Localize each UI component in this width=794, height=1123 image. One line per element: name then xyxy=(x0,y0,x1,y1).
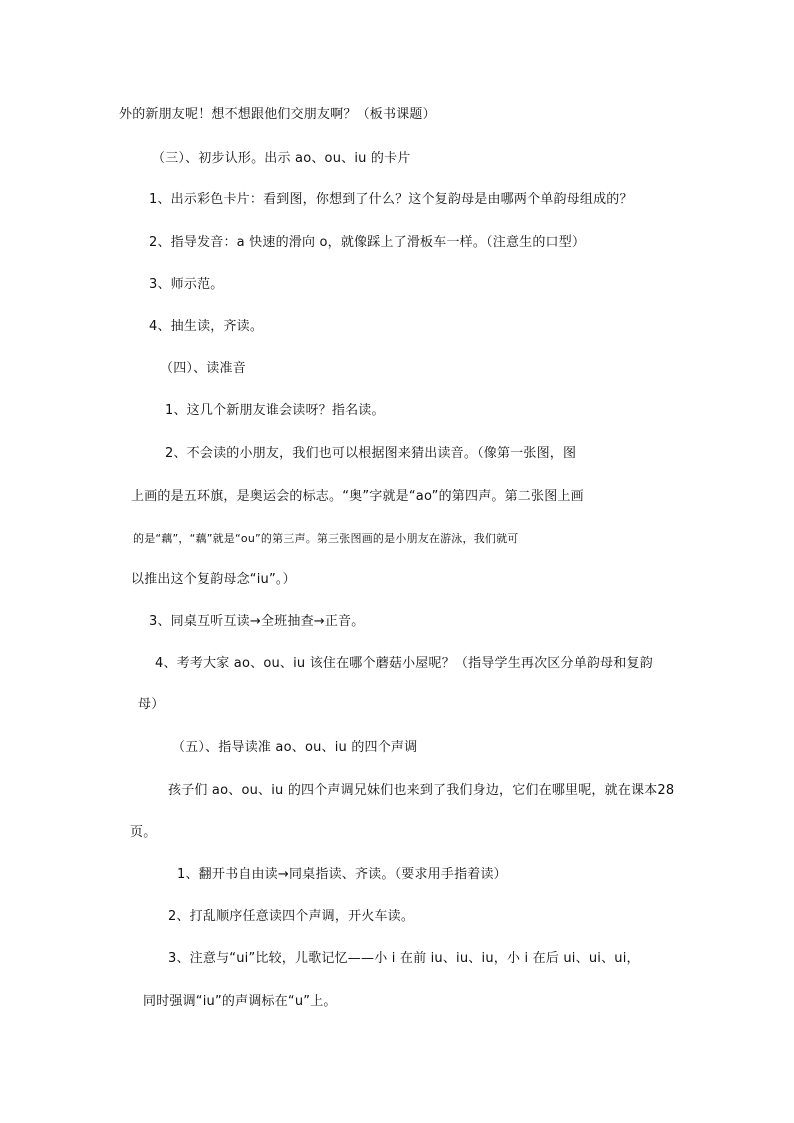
text-line-12: 以推出这个复韵母念“iu”。） xyxy=(131,572,296,587)
text-line-10: 上画的是五环旗，是奥运会的标志。“奥”字就是“ao”的第四声。第二张图上画 xyxy=(131,489,584,504)
section-heading-4: （四）、读准音 xyxy=(160,361,246,376)
text-line-5: 3、师示范。 xyxy=(149,277,224,292)
text-line-21: 3、注意与“ui”比较，儿歌记忆——小 i 在前 iu、iu、iu，小 i 在后 ui、ui、ui， xyxy=(168,951,640,966)
text-line-19: 1、翻开书自由读→同桌指读、齐读。（要求用手指着读） xyxy=(177,867,507,882)
text-line-18: 页。 xyxy=(130,825,157,840)
text-line-3: 1、出示彩色卡片：看到图，你想到了什么？这个复韵母是由哪两个单韵母组成的？ xyxy=(149,192,633,207)
text-line-1: 外的新朋友呢！想不想跟他们交朋友啊？（板书课题） xyxy=(119,107,436,122)
text-line-6: 4、抽生读，齐读。 xyxy=(149,319,264,334)
text-line-15: 母） xyxy=(138,697,165,712)
text-line-11: 的是“藕”，“藕”就是“ou”的第三声。第三张图画的是小朋友在游泳，我们就可 xyxy=(133,532,519,545)
text-line-8: 1、这几个新朋友谁会读呀？指名读。 xyxy=(165,403,385,418)
text-line-13: 3、同桌互听互读→全班抽查→正音。 xyxy=(149,614,365,629)
section-heading-3: （三）、初步认形。出示 ao、ou、iu 的卡片 xyxy=(152,151,411,166)
text-line-22: 同时强调“iu”的声调标在“u”上。 xyxy=(143,994,337,1009)
text-line-4: 2、指导发音：a 快速的滑向 o，就像踩上了滑板车一样。（注意生的口型） xyxy=(149,235,586,250)
section-heading-5: （五）、指导读准 ao、ou、iu 的四个声调 xyxy=(172,740,418,755)
text-line-9: 2、不会读的小朋友，我们也可以根据图来猜出读音。（像第一张图，图 xyxy=(165,446,577,461)
text-line-14: 4、考考大家 ao、ou、iu 该住在哪个蘑菇小屋呢？（指导学生再次区分单韵母和复韵 xyxy=(155,656,653,671)
text-line-20: 2、打乱顺序任意读四个声调，开火车读。 xyxy=(168,909,415,924)
text-line-17: 孩子们 ao、ou、iu 的四个声调兄妹们也来到了我们身边，它们在哪里呢，就在课本28 xyxy=(168,783,675,798)
